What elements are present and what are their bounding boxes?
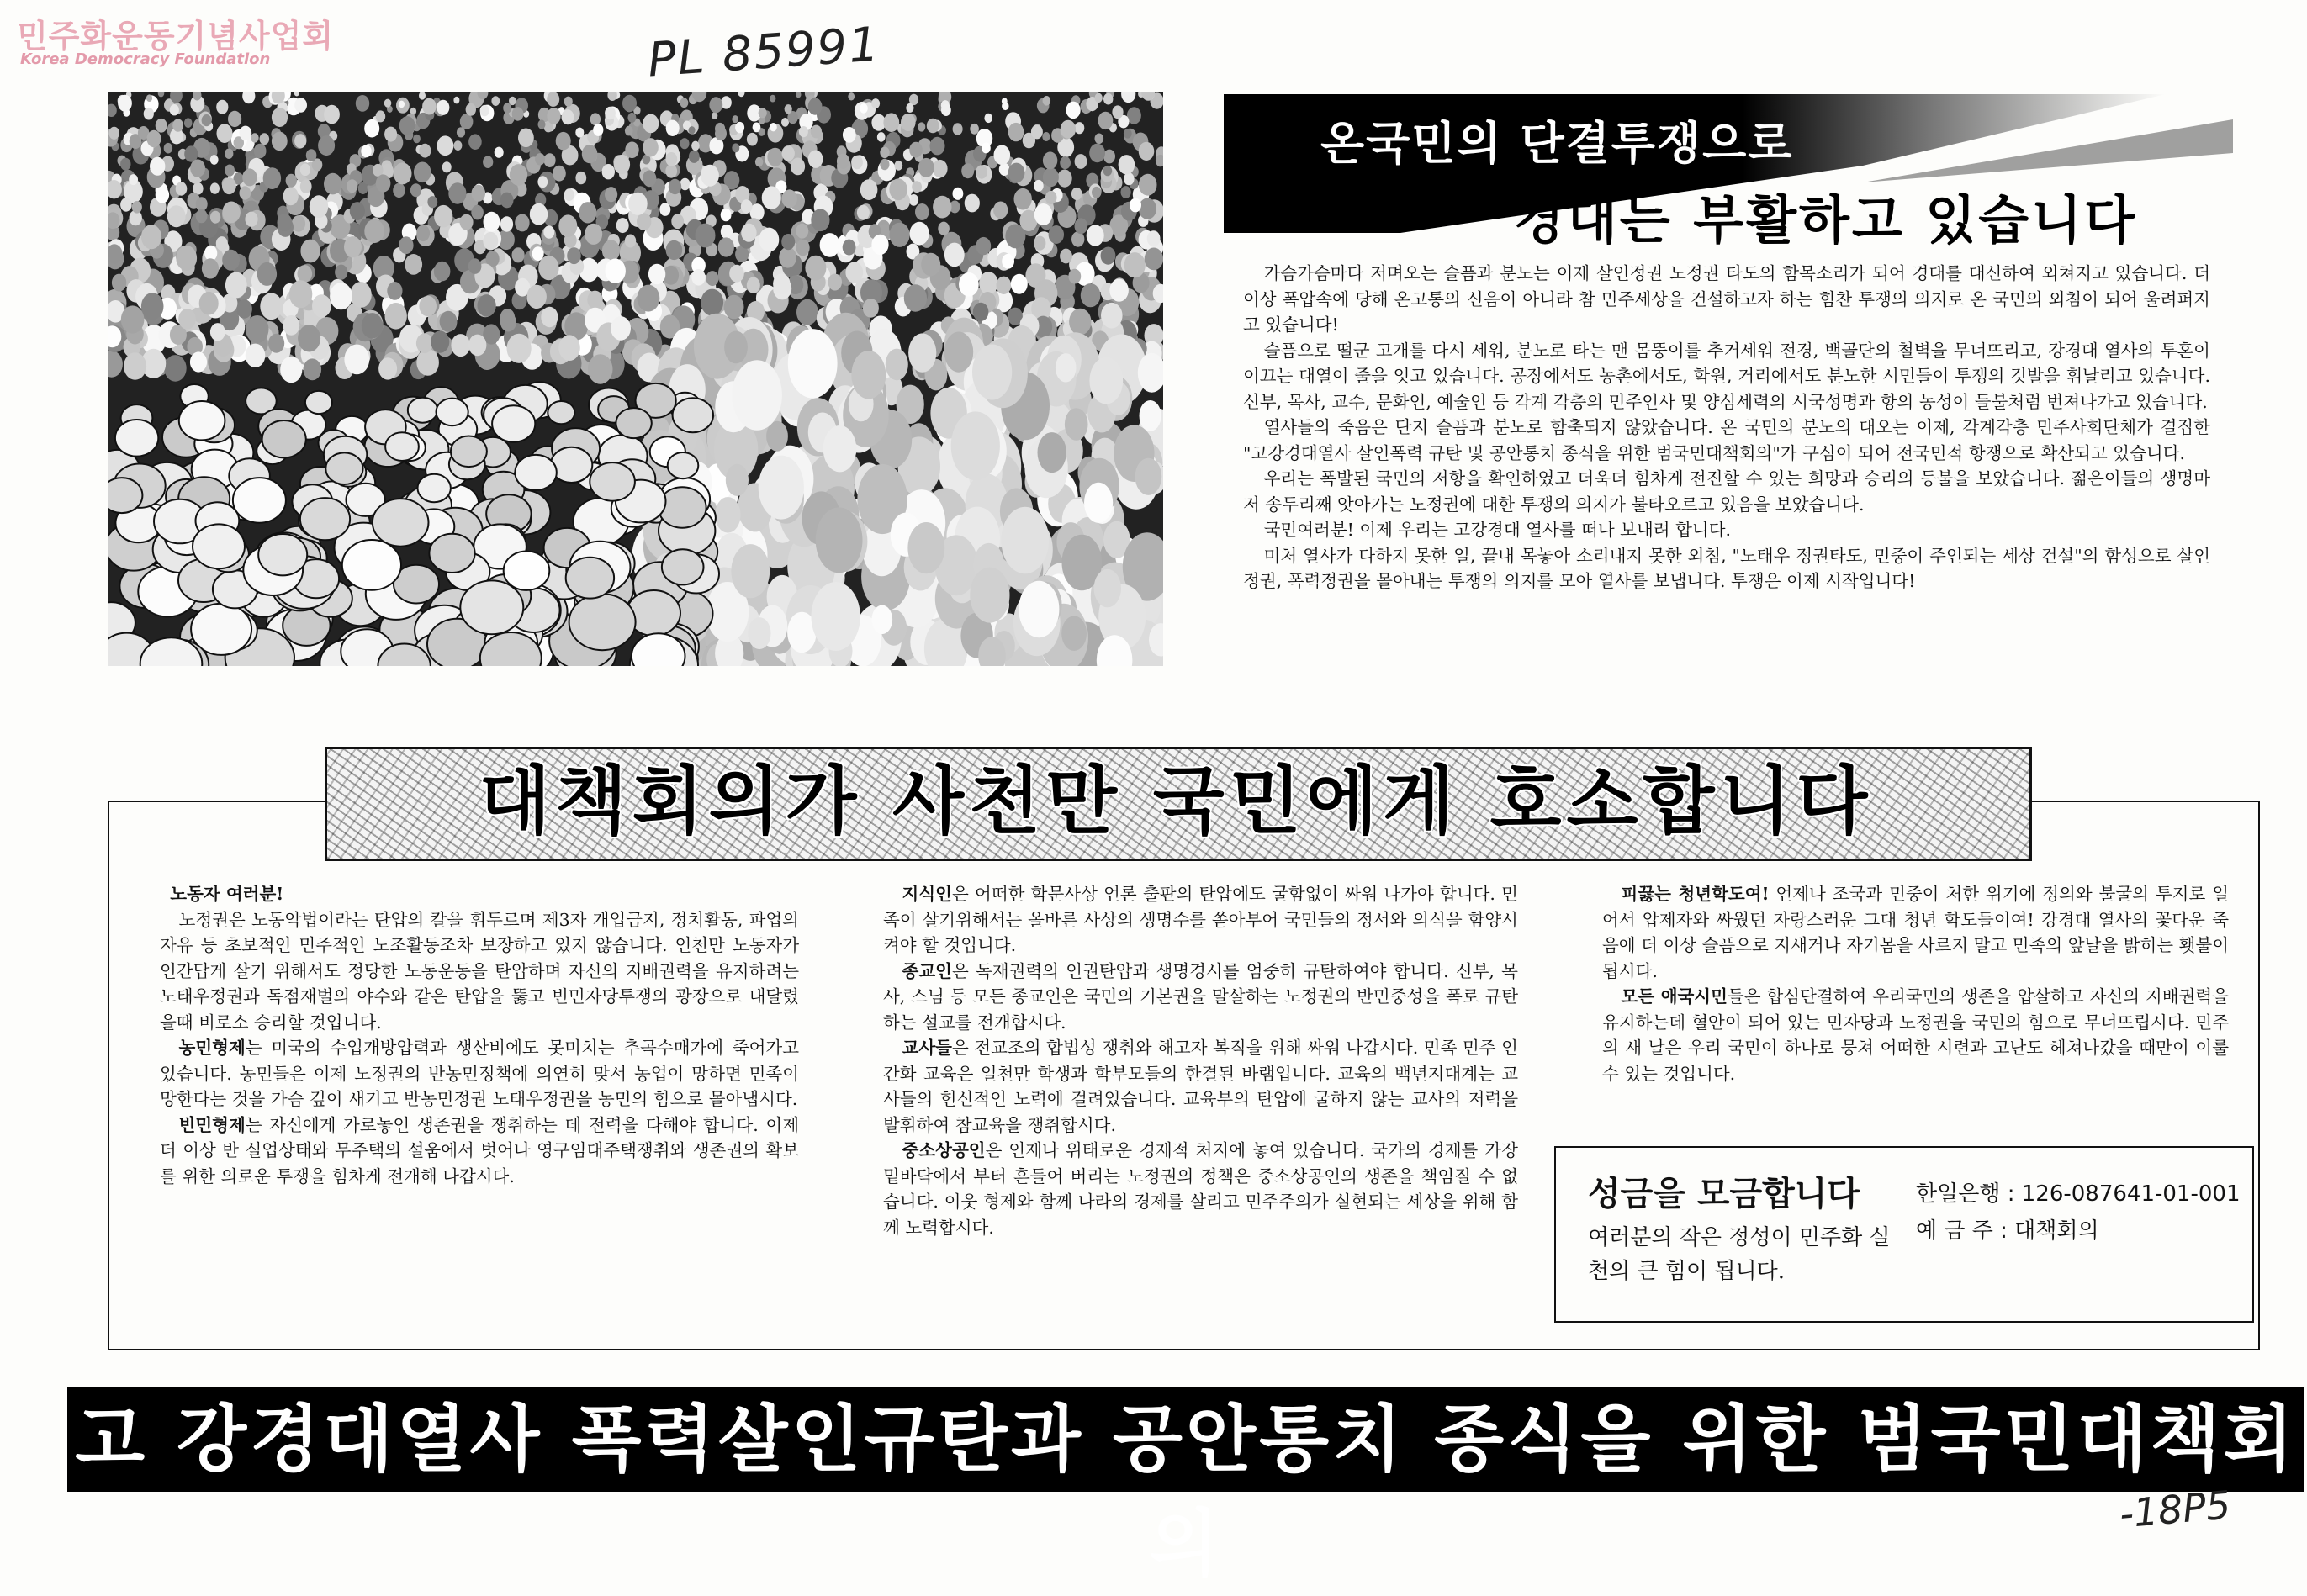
appeal-paragraph: [160, 907, 799, 1036]
appeal-paragraph: [160, 1112, 799, 1190]
appeal-lead: 피끓는 청년학도여!: [1621, 884, 1770, 904]
appeal-text: 는 자신에게 가로놓인 생존권을 쟁취하는 데 전력을 다해야 합니다. 이제 더 이상 반 실업상태와 무주택의 설움에서 벗어나 영구임대주택쟁취와 생존권의 확보를 위한 의로운 투쟁을 힘차게 전개해 나갑시다.: [160, 1114, 799, 1186]
appeal-paragraph: [1602, 984, 2229, 1086]
lead-paragraph: 가슴가슴마다 저며오는 슬픔과 분노는 이제 살인정권 노정권 타도의 함목소리가 되어 경대를 대신하여 외쳐지고 있습니다. 더이상 폭압속에 당해 온고통의 신음이 아니라 참 민주세상을 건설하고자 하는 힘찬 투쟁의 의지로 온 국민의 외침이 되어 울려퍼지고 있습니다!: [1243, 263, 2210, 335]
appeal-title: 대책회의가 사천만 국민에게 호소합니다: [479, 758, 1873, 844]
crowd-photo-image: [108, 92, 1163, 666]
appeal-paragraph: [883, 1138, 1518, 1240]
appeal-text: 들은 합심단결하여 우리국민의 생존을 압살하고 자신의 지배권력을 유지하는데 혈안이 되어 있는 민자당과 노정권을 국민의 힘으로 무너뜨립시다. 민주의 새 날은 우리 국민이 하나로 뭉쳐 어떠한 시련과 고난도 헤쳐나갔을 때만이 이룰 수 있는 것입니다.: [1602, 986, 2229, 1084]
handwritten-archive-id: PL 85991: [646, 17, 882, 88]
appeal-lead: 노동자 여러분!: [170, 884, 284, 904]
appeal-lead: 빈민형제: [178, 1114, 246, 1135]
appeal-paragraph: [883, 1035, 1518, 1138]
appeal-paragraph: [1602, 881, 2229, 984]
donation-bank-account: 한일은행 : 126-087641-01-001: [1916, 1181, 2241, 1207]
headline-line-2: 경대는 부활하고 있습니다: [1514, 189, 2137, 251]
foundation-logo-english: Korea Democracy Foundation: [20, 50, 271, 68]
appeal-lead: 중소상공인: [902, 1140, 986, 1160]
donation-depositor: 예 금 주 : 대책회의: [1916, 1218, 2099, 1244]
appeal-lead: 종교인: [902, 960, 952, 981]
appeal-text: 은 전교조의 합법성 쟁취와 해고자 복직을 위해 싸워 나갑시다. 민족 민주 인간화 교육은 일천만 학생과 학부모들의 한결된 바램입니다. 교육의 백년지대계는 교사들의 헌신적인 노력에 걸려있습니다. 교육부의 탄압에 굴하지 않는 교사의 저력을 발휘하여 참교육을 쟁취합시다.: [883, 1038, 1518, 1135]
appeal-column-left: [160, 881, 799, 1189]
protest-crowd-photo: [108, 92, 1163, 666]
appeal-text: 은 어떠한 학문사상 언론 출판의 탄압에도 굴함없이 싸워 나가야 합니다. 민족이 살기위해서는 올바른 사상의 생명수를 쏟아부어 국민들의 정서와 의식을 함양시켜야 할 것입니다.: [883, 884, 1518, 955]
lead-article: [1243, 261, 2210, 595]
appeal-paragraph: [160, 881, 799, 907]
appeal-column-middle: [883, 881, 1518, 1240]
lead-paragraph: 열사들의 죽음은 단지 슬픔과 분노로 함축되지 않았습니다. 온 국민의 분노의 대오는 이제, 각계각층 민주사회단체가 결집한 "고강경대열사 살인폭력 규탄 및 공안통치 종식을 위한 범국민대책회의"가 구심이 되어 전국민적 항쟁으로 확산되고 있습니다.: [1243, 417, 2210, 463]
appeal-paragraph: [883, 959, 1518, 1036]
appeal-lead: 지식인: [902, 884, 952, 904]
appeal-lead: 교사들: [902, 1038, 952, 1058]
donation-bank-info: [1916, 1176, 2248, 1250]
headline-line-1: 온국민의 단결투쟁으로: [1320, 117, 1794, 170]
donation-description: 여러분의 작은 정성이 민주화 실천의 큰 힘이 됩니다.: [1588, 1225, 1891, 1284]
appeal-paragraph: [160, 1035, 799, 1112]
foundation-logo-korean: 민주화운동기념사업회: [17, 18, 335, 55]
appeal-paragraph: [883, 881, 1518, 959]
appeal-text: 은 인제나 위태로운 경제적 처지에 놓여 있습니다. 국가의 경제를 가장 밑바닥에서 부터 흔들어 버리는 노정권의 정책은 중소상공인의 생존을 책임질 수 없습니다. 이웃 형제와 함께 나라의 경제를 살리고 민주주의가 실현되는 세상을 위해 함께 노력합시다.: [883, 1140, 1518, 1238]
lead-paragraph: 슬픔으로 떨군 고개를 다시 세워, 분노로 타는 맨 몸뚱이를 추거세워 전경, 백골단의 철벽을 무너뜨리고, 강경대 열사의 투혼이 이끄는 대열이 줄을 잇고 있습니다. 공장에서도 농촌에서도, 학원, 거리에서도 분노한 시민들이 투쟁의 깃발을 휘날리고 있습니다. 신부, 목사, 교수, 문화인, 예술인 등 각계 각층의 민주인사 및 양심세력의 시국성명과 항의 농성이 들불처럼 번져나가고 있습니다.: [1243, 340, 2210, 412]
footer-organization-title: 고 강경대열사 폭력살인규탄과 공안통치 종식을 위한 범국민대책회의: [75, 1398, 2297, 1586]
appeal-text: 노정권은 노동악법이라는 탄압의 칼을 휘두르며 제3자 개입금지, 정치활동, 파업의 자유 등 초보적인 민주적인 노조활동조차 보장하고 있지 않습니다. 인천만 노동자가 인간답게 살기 위해서도 정당한 노동운동을 탄압하며 자신의 지배권력을 유지하려는 노태우정권과 독점재벌의 야수와 같은 탄압을 뚫고 빈민자당투쟁의 광장으로 내달렸을때 비로소 승리할 것입니다.: [160, 909, 799, 1033]
appeal-text: 언제나 조국과 민중이 처한 위기에 정의와 불굴의 투지로 일어서 압제자와 싸웠던 자랑스러운 그대 청년 학도들이여! 강경대 열사의 꽃다운 죽음에 더 이상 슬픔으로 지새거나 자기몸을 사르지 말고 민족의 앞날을 밝히는 횃불이 됩시다.: [1602, 884, 2230, 981]
appeal-lead: 모든 애국시민: [1621, 986, 1728, 1007]
appeal-text: 는 미국의 수입개방압력과 생산비에도 못미치는 추곡수매가에 죽어가고 있습니다. 농민들은 이제 노정권의 반농민정책에 의연히 맞서 농업이 망하면 민족이 망한다는 것을 가슴 깊이 새기고 반농민정권 노태우정권을 농민의 힘으로 몰아냅시다.: [160, 1038, 799, 1109]
donation-title: 성금을 모금합니다: [1588, 1175, 1860, 1213]
lead-paragraph: 우리는 폭발된 국민의 저항을 확인하였고 더욱더 힘차게 전진할 수 있는 희망과 승리의 등불을 보았습니다. 젊은이들의 생명마저 송두리째 앗아가는 노정권에 대한 투쟁의 의지가 불타오르고 있음을 보았습니다.: [1243, 468, 2210, 515]
lead-paragraph: 미처 열사가 다하지 못한 일, 끝내 목놓아 소리내지 못한 외침, "노태우 정권타도, 민중이 주인되는 세상 건설"의 함성으로 살인정권, 폭력정권을 몰아내는 투쟁의 의지를 모아 열사를 보냅니다. 투쟁은 이제 시작입니다!: [1243, 545, 2210, 591]
appeal-text: 은 독재권력의 인권탄압과 생명경시를 엄중히 규탄하여야 합니다. 신부, 목사, 스님 등 모든 종교인은 국민의 기본권을 말살하는 노정권의 반민중성을 폭로 규탄하는 설교를 전개합시다.: [883, 960, 1518, 1033]
appeal-column-right: [1602, 881, 2229, 1086]
appeal-lead: 농민형제: [178, 1038, 246, 1058]
lead-paragraph: 국민여러분! 이제 우리는 고강경대 열사를 떠나 보내려 합니다.: [1263, 520, 1732, 540]
handwritten-page-number: -18P5: [2117, 1482, 2233, 1537]
